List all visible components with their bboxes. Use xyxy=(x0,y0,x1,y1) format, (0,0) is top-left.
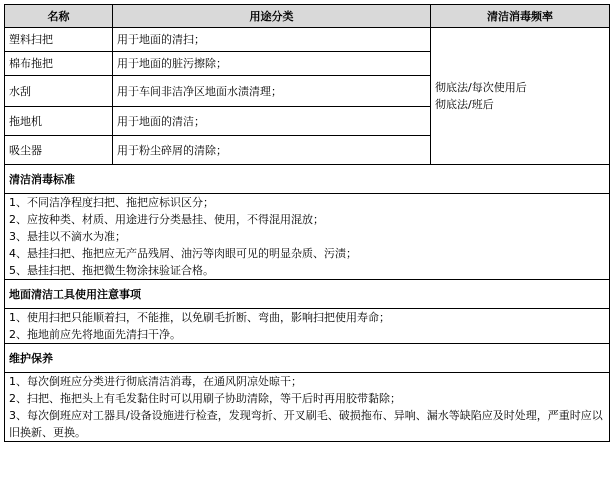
section-header-row xyxy=(5,165,610,194)
header-row xyxy=(5,5,610,28)
header-frequency: 清洁消毒频率 xyxy=(431,5,610,28)
frequency-line: 彻底法/每次使用后 xyxy=(435,81,527,94)
section-header-row xyxy=(5,344,610,373)
maintenance-item: 1、每次倒班应分类进行彻底清洁消毒，在通风阴凉处晾干； xyxy=(9,375,302,388)
tool-use: 用于地面的清扫； xyxy=(113,28,431,52)
header-name: 名称 xyxy=(5,5,113,28)
section-body-row xyxy=(5,194,610,280)
section-body-row xyxy=(5,373,610,442)
section-body-row xyxy=(5,309,610,344)
tool-name: 棉布拖把 xyxy=(5,52,113,76)
header-use: 用途分类 xyxy=(113,5,431,28)
standards-item: 4、悬挂扫把、拖把应无产品残屑、油污等肉眼可见的明显杂质、污渍； xyxy=(9,247,357,260)
maintenance-title: 维护保养 xyxy=(5,344,610,373)
precautions-title: 地面清洁工具使用注意事项 xyxy=(5,280,610,309)
frequency-line: 彻底法/班后 xyxy=(435,98,494,111)
standards-item: 1、不同洁净程度扫把、拖把应标识区分； xyxy=(9,196,214,209)
frequency-cell xyxy=(431,28,610,165)
table-row xyxy=(5,28,610,52)
standards-item: 2、应按种类、材质、用途进行分类悬挂、使用，不得混用混放； xyxy=(9,213,324,226)
tool-name: 吸尘器 xyxy=(5,136,113,165)
tool-name: 塑料扫把 xyxy=(5,28,113,52)
maintenance-body xyxy=(5,373,610,442)
standards-body xyxy=(5,194,610,280)
precautions-body xyxy=(5,309,610,344)
tool-use: 用于车间非洁净区地面水渍清理； xyxy=(113,76,431,107)
tool-name: 拖地机 xyxy=(5,107,113,136)
maintenance-item: 3、每次倒班应对工器具/设备设施进行检查，发现弯折、开叉刷毛、破损拖布、异响、漏水等缺陷应及时处理，严重时应以旧换新、更换。 xyxy=(9,409,603,439)
cleaning-tools-table xyxy=(4,4,610,442)
section-header-row xyxy=(5,280,610,309)
standards-item: 3、悬挂以不滴水为准； xyxy=(9,230,126,243)
tool-name: 水刮 xyxy=(5,76,113,107)
standards-title: 清洁消毒标准 xyxy=(5,165,610,194)
standards-item: 5、悬挂扫把、拖把微生物涂抹验证合格。 xyxy=(9,264,214,277)
precautions-item: 1、使用扫把只能顺着扫，不能推，以免刷毛折断、弯曲，影响扫把使用寿命； xyxy=(9,311,390,324)
tool-use: 用于地面的脏污擦除； xyxy=(113,52,431,76)
maintenance-item: 2、扫把、拖把头上有毛发黏住时可以用刷子协助清除，等干后时再用胶带黏除； xyxy=(9,392,401,405)
tool-use: 用于地面的清洁； xyxy=(113,107,431,136)
tool-use: 用于粉尘碎屑的清除； xyxy=(113,136,431,165)
precautions-item: 2、拖地前应先将地面先清扫干净。 xyxy=(9,328,181,341)
